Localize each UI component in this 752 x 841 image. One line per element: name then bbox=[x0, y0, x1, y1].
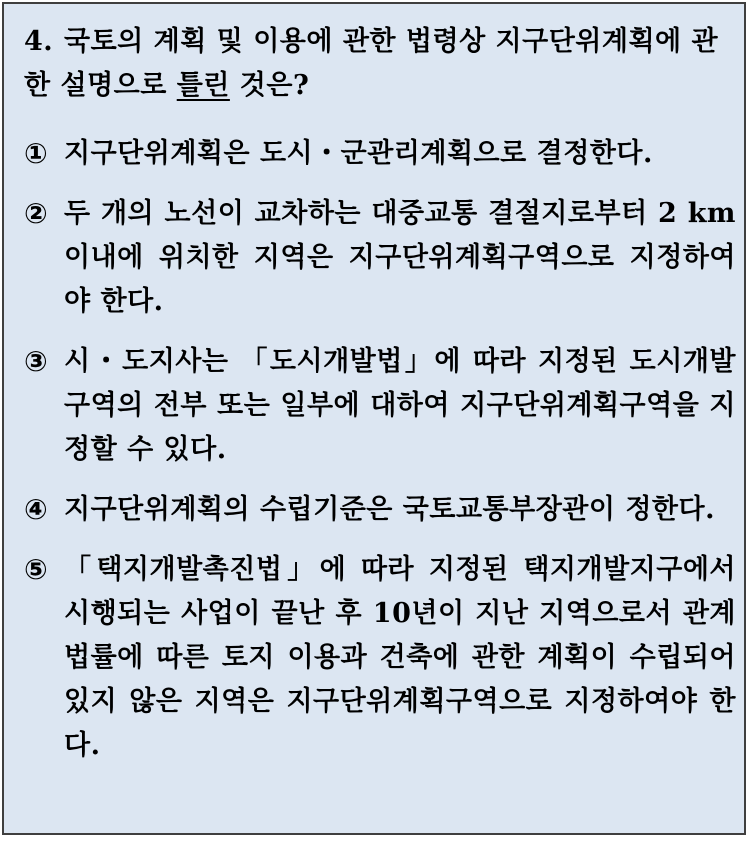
question-number: 4. bbox=[24, 26, 54, 57]
option-2-marker: ② bbox=[24, 197, 49, 230]
question-stem bbox=[24, 20, 734, 108]
question-emphasis: 틀린 bbox=[176, 70, 230, 101]
option-4-marker: ④ bbox=[24, 493, 49, 526]
option-5-marker: ⑤ bbox=[24, 553, 49, 586]
option-4[interactable] bbox=[24, 488, 736, 532]
option-5[interactable] bbox=[24, 548, 736, 768]
answer-options bbox=[24, 132, 736, 784]
option-1-marker: ① bbox=[24, 137, 49, 170]
question-text-end: 것은? bbox=[229, 70, 310, 101]
question-card bbox=[2, 2, 746, 835]
option-2[interactable] bbox=[24, 192, 736, 324]
option-2-text: 두 개의 노선이 교차하는 대중교통 결절지로부터 2 km 이내에 위치한 지역은 지구단위계획구역으로 지정하여야 한다. bbox=[64, 198, 736, 317]
option-3-marker: ③ bbox=[24, 345, 49, 378]
option-5-text: 「택지개발촉진법」에 따라 지정된 택지개발지구에서 시행되는 사업이 끝난 후 10년이 지난 지역으로서 관계 법률에 따른 토지 이용과 건축에 관한 계획이 수립되어 있지 않은 지역은 지구단위계획구역으로 지정하여야 한다. bbox=[64, 554, 736, 761]
option-1-text: 지구단위계획은 도시・군관리계획으로 결정한다. bbox=[64, 138, 653, 169]
option-1[interactable] bbox=[24, 132, 736, 176]
question-text: 국토의 계획 및 이용에 관한 법령상 지구단위계획에 관한 설명으로 bbox=[24, 26, 719, 101]
option-3[interactable] bbox=[24, 340, 736, 472]
option-4-text: 지구단위계획의 수립기준은 국토교통부장관이 정한다. bbox=[64, 494, 715, 525]
option-3-text: 시・도지사는 「도시개발법」에 따라 지정된 도시개발구역의 전부 또는 일부에 대하여 지구단위계획구역을 지정할 수 있다. bbox=[64, 346, 736, 465]
